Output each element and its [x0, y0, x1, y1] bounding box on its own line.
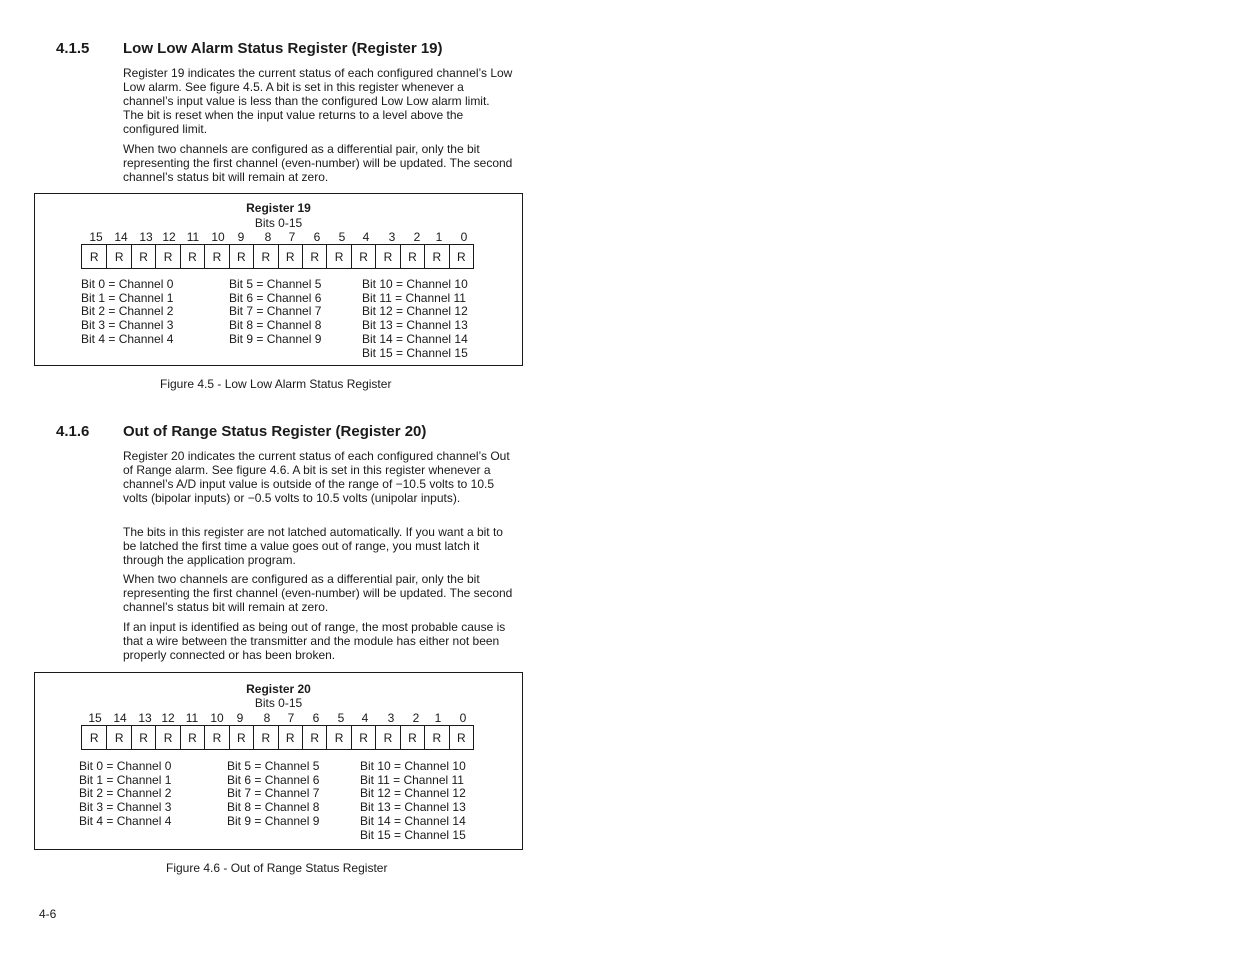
bit-cell: R: [278, 245, 302, 268]
body-paragraph: The bits in this register are not latched automatically. If you want a bit to be latched the first time a value goes out of range, you must latch it through the application program.: [123, 525, 503, 567]
section-number: 4.1.6: [56, 423, 90, 440]
legend-column: [229, 278, 321, 347]
bit-cell: R: [375, 726, 399, 749]
bit-number: 11: [186, 230, 200, 244]
bit-cell: R: [204, 245, 228, 268]
bit-cell: R: [375, 245, 399, 268]
bit-number: 7: [288, 230, 296, 244]
legend-entry: Bit 3 = Channel 3: [79, 800, 172, 815]
legend-entry: Bit 11 = Channel 11: [362, 290, 466, 305]
bit-number-row: [35, 230, 522, 244]
bit-cell: R: [229, 726, 253, 749]
bit-number: 7: [287, 711, 295, 725]
bit-number: 8: [264, 230, 272, 244]
bit-cell: R: [180, 726, 204, 749]
legend-entry: Bit 5 = Channel 5: [227, 759, 320, 773]
bit-cell: R: [89, 249, 99, 264]
legend-entry: Bit 9 = Channel 9: [227, 813, 320, 828]
section-number: 4.1.5: [56, 40, 90, 57]
bit-number: 11: [185, 711, 199, 725]
legend-entry: Bit 7 = Channel 7: [229, 304, 322, 319]
bit-cell: R: [131, 726, 155, 749]
bit-cell: R: [400, 726, 424, 749]
bits-range-label: Bits 0-15: [254, 696, 303, 710]
bit-number: 6: [312, 711, 320, 725]
bit-cell: R: [351, 245, 375, 268]
legend-entry: Bit 6 = Channel 6: [229, 290, 322, 305]
legend-entry: Bit 7 = Channel 7: [227, 786, 320, 801]
bit-number: 0: [460, 230, 468, 244]
bit-cell: R: [229, 245, 253, 268]
legend-column: [360, 760, 466, 842]
bit-cell: R: [106, 726, 130, 749]
bit-cell: R: [155, 245, 179, 268]
bit-number: 9: [237, 230, 245, 244]
bit-number: 3: [387, 711, 395, 725]
bit-number: 9: [236, 711, 244, 725]
legend-entry: Bit 13 = Channel 13: [362, 318, 468, 333]
legend-entry: Bit 6 = Channel 6: [227, 772, 320, 787]
bit-number: 6: [313, 230, 321, 244]
bit-number: 4: [361, 711, 369, 725]
legend-entry: Bit 3 = Channel 3: [81, 318, 174, 333]
bit-number: 13: [138, 711, 152, 725]
bit-cell: R: [351, 726, 375, 749]
legend-entry: Bit 10 = Channel 10: [360, 759, 466, 773]
legend-entry: Bit 15 = Channel 15: [360, 827, 466, 842]
legend-column: [362, 278, 468, 360]
legend-entry: Bit 10 = Channel 10: [362, 277, 468, 291]
bit-number: 1: [435, 230, 443, 244]
register-bit-cells: [81, 244, 474, 269]
bit-cell: R: [89, 730, 99, 745]
bit-number: 13: [139, 230, 153, 244]
legend-entry: Bit 1 = Channel 1: [79, 772, 172, 787]
bit-cell: R: [302, 726, 326, 749]
bit-number: 14: [114, 230, 128, 244]
legend-entry: Bit 4 = Channel 4: [79, 813, 172, 828]
bit-number: 14: [113, 711, 127, 725]
bit-number: 10: [210, 711, 224, 725]
bit-number: 5: [338, 230, 346, 244]
bit-number: 5: [337, 711, 345, 725]
legend-column: [79, 760, 171, 829]
section-title: Out of Range Status Register (Register 20): [123, 423, 427, 440]
legend-entry: Bit 12 = Channel 12: [360, 786, 466, 801]
bit-number: 10: [211, 230, 225, 244]
body-paragraph: Register 20 indicates the current status of each configured channel’s Out of Range alarm. See figure 4.6. A bit is set in this register whenever a channel’s A/D input value is outside of the range of −10.5 volts to 10.5 volts (bipolar inputs) or −0.5 volts to 10.5 volts (unipolar inputs).: [123, 449, 510, 505]
register-20-figure: [34, 672, 523, 850]
bit-number: 2: [413, 230, 421, 244]
bit-cell: R: [326, 245, 350, 268]
legend-entry: Bit 2 = Channel 2: [81, 304, 174, 319]
register-bit-cells: [81, 725, 474, 750]
register-title: Register 20: [246, 682, 311, 696]
body-paragraph: If an input is identified as being out of range, the most probable cause is that a wire between the transmitter and the module has either not been properly connected or has been broken.: [123, 620, 506, 662]
legend-entry: Bit 11 = Channel 11: [360, 772, 464, 787]
legend-entry: Bit 14 = Channel 14: [360, 813, 466, 828]
bit-cell: R: [326, 726, 350, 749]
legend-entry: Bit 0 = Channel 0: [81, 277, 174, 291]
legend-entry: Bit 14 = Channel 14: [362, 331, 468, 346]
bit-cell: R: [424, 726, 448, 749]
page-number: 4-6: [39, 907, 57, 921]
register-19-figure: [34, 193, 523, 366]
bit-number: 2: [412, 711, 420, 725]
bit-number: 15: [88, 711, 102, 725]
figure-caption: Figure 4.5 - Low Low Alarm Status Register: [160, 377, 392, 391]
legend-column: [227, 760, 319, 829]
bit-cell: R: [131, 245, 155, 268]
bit-cell: R: [253, 245, 277, 268]
bit-cell: R: [180, 245, 204, 268]
section-title: Low Low Alarm Status Register (Register 19): [123, 40, 443, 57]
bit-cell: R: [155, 726, 179, 749]
bit-number: 8: [263, 711, 271, 725]
bit-number-row: [35, 711, 522, 725]
bit-number: 1: [434, 711, 442, 725]
legend-entry: Bit 5 = Channel 5: [229, 277, 322, 291]
bit-cell: R: [449, 245, 473, 268]
bit-number: 12: [161, 711, 175, 725]
bit-cell: R: [424, 245, 448, 268]
body-paragraph: When two channels are configured as a differential pair, only the bit representing the first channel (even-number) will be updated. The second channel’s status bit will remain at zero.: [123, 572, 513, 614]
figure-caption: Figure 4.6 - Out of Range Status Register: [166, 861, 388, 875]
body-paragraph: Register 19 indicates the current status of each configured channel’s Low Low alarm. See figure 4.5. A bit is set in this register whenever a channel’s input value is less than the configured Low Low alarm limit. The bit is reset when the input value returns to a level above the configured limit.: [123, 66, 513, 136]
legend-entry: Bit 9 = Channel 9: [229, 331, 322, 346]
legend-entry: Bit 2 = Channel 2: [79, 786, 172, 801]
bit-cell: R: [278, 726, 302, 749]
bit-number: 12: [162, 230, 176, 244]
bit-number: 4: [362, 230, 370, 244]
bits-range-label: Bits 0-15: [254, 216, 303, 230]
legend-entry: Bit 1 = Channel 1: [81, 290, 174, 305]
legend-entry: Bit 15 = Channel 15: [362, 345, 468, 360]
bit-cell: R: [302, 245, 326, 268]
register-title: Register 19: [246, 201, 311, 215]
bit-number: 3: [388, 230, 396, 244]
body-paragraph: When two channels are configured as a differential pair, only the bit representing the first channel (even-number) will be updated. The second channel’s status bit will remain at zero.: [123, 142, 513, 184]
legend-entry: Bit 12 = Channel 12: [362, 304, 468, 319]
bit-number: 0: [459, 711, 467, 725]
bit-cell: R: [106, 245, 130, 268]
legend-entry: Bit 8 = Channel 8: [227, 800, 320, 815]
bit-number: 15: [89, 230, 103, 244]
legend-entry: Bit 0 = Channel 0: [79, 759, 172, 773]
legend-column: [81, 278, 173, 347]
bit-cell: R: [449, 726, 473, 749]
bit-cell: R: [400, 245, 424, 268]
legend-entry: Bit 4 = Channel 4: [81, 331, 174, 346]
bit-cell: R: [204, 726, 228, 749]
legend-entry: Bit 8 = Channel 8: [229, 318, 322, 333]
legend-entry: Bit 13 = Channel 13: [360, 800, 466, 815]
bit-cell: R: [253, 726, 277, 749]
